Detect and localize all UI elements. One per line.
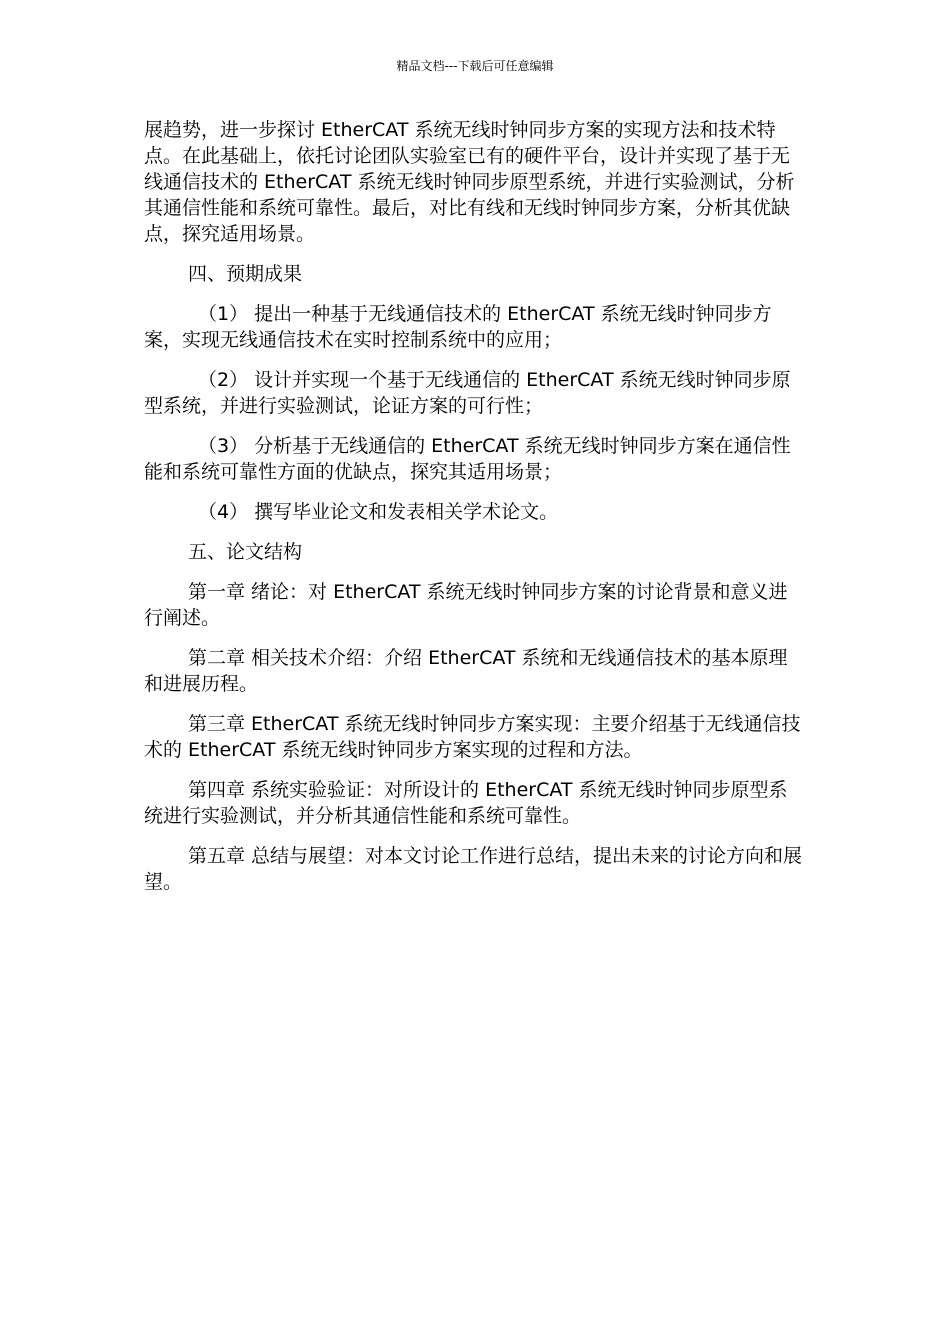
- chapter-item: 第三章 EtherCAT 系统无线时钟同步方案实现：主要介绍基于无线通信技术的 EtherCAT 系统无线时钟同步方案实现的过程和方法。: [144, 713, 801, 761]
- chapter-item: 第二章 相关技术介绍：介绍 EtherCAT 系统和无线通信技术的基本原理和进展历程。: [144, 647, 788, 695]
- page-header: 精品文档---下载后可任意编辑: [396, 59, 554, 73]
- expected-result-item: （3） 分析基于无线通信的 EtherCAT 系统无线时钟同步方案在通信性能和系统可靠性方面的优缺点，探究其适用场景；: [144, 435, 791, 483]
- expected-result-item: （1） 提出一种基于无线通信技术的 EtherCAT 系统无线时钟同步方案，实现无线通信技术在实时控制系统中的应用；: [144, 303, 772, 351]
- section-heading-expected-results: 四、预期成果: [188, 263, 303, 285]
- section-heading-thesis-structure: 五、论文结构: [188, 541, 303, 563]
- expected-result-item: （2） 设计并实现一个基于无线通信的 EtherCAT 系统无线时钟同步原型系统，并进行实验测试，论证方案的可行性；: [144, 369, 791, 417]
- document-body: [144, 117, 806, 909]
- chapter-item: 第四章 系统实验验证：对所设计的 EtherCAT 系统无线时钟同步原型系统进行实验测试，并分析其通信性能和系统可靠性。: [144, 779, 788, 827]
- chapter-item: 第五章 总结与展望：对本文讨论工作进行总结，提出未来的讨论方向和展望。: [144, 845, 803, 893]
- chapter-item: 第一章 绪论：对 EtherCAT 系统无线时钟同步方案的讨论背景和意义进行阐述。: [144, 581, 788, 629]
- intro-paragraph: 展趋势，进一步探讨 EtherCAT 系统无线时钟同步方案的实现方法和技术特点。在此基础上，依托讨论团队实验室已有的硬件平台，设计并实现了基于无线通信技术的 EtherCAT 系统无线时钟同步原型系统，并进行实验测试，分析其通信性能和系统可靠性。最后，对比有线和无线时钟同步方案，分析其优缺点，探究适用场景。: [144, 119, 795, 245]
- expected-result-item: （4） 撰写毕业论文和发表相关学术论文。: [198, 501, 559, 523]
